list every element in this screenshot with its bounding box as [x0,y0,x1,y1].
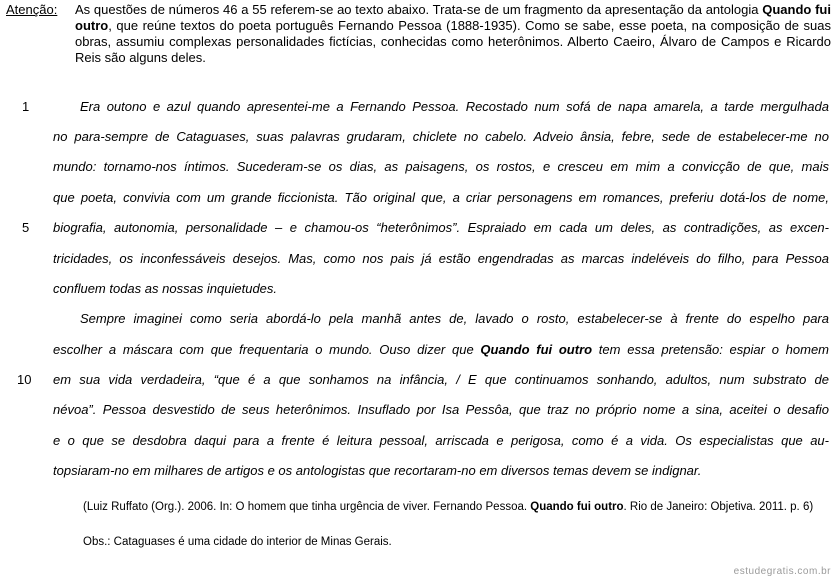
text-line-13: topsiaram-no em milhares de artigos e os antologistas que recortaram-no em diversos temas devem se indignar. [53,463,702,478]
attention-part-2: , que reúne textos do poeta português Fernando Pessoa (1888-1935). Como se sabe, esse poeta, na composição de suas obras, assumiu complexas personalidades fictícias, conhecidas como heterônimos. Alberto Caeiro, Álvaro de Campos e Ricardo Reis são alguns deles. [75,18,831,65]
reference-title: Quando fui outro [530,501,624,513]
line-number-10: 10 [17,372,32,387]
reference-citation [83,500,829,514]
reference-part-2: . Rio de Janeiro: Objetiva. 2011. p. 6) [623,501,814,513]
anthology-title: Quando fui outro [75,2,831,33]
line-number-1: 1 [22,99,30,114]
text-line-10: em sua vida verdadeira, “que é a que sonhamos na infância, / E que continuamos sonhando, adultos, num substrato de [53,372,829,387]
attention-label: Atenção: [6,2,58,17]
observation-note: Obs.: Cataguases é uma cidade do interior de Minas Gerais. [83,536,392,548]
line-number-5: 5 [22,220,30,235]
text-line-1: Era outono e azul quando apresentei-me a Fernando Pessoa. Recostado num sofá de napa amarela, a tarde mergulhada [80,99,829,114]
text-line-8: Sempre imaginei como seria abordá-lo pela manhã antes de, lavado o rosto, estabelecer-se à frente do espelho para [80,311,829,326]
reference-part-1: (Luiz Ruffato (Org.). 2006. In: O homem que tinha urgência de viver. Fernando Pessoa. [83,501,531,513]
book-title-inline: Quando fui outro [480,342,593,357]
text-line-6: tricidades, os inconfessáveis desejos. Mas, como nos pais já estão engendradas as marcas indeléveis do filho, para Pessoa [53,251,829,266]
text-line-9-part-1: escolher a máscara com que frequentaria o mundo. Ouso dizer que [53,342,481,357]
attention-part-1: As questões de números 46 a 55 referem-se ao texto abaixo. Trata-se de um fragmento da apresentação da antologia [75,2,763,17]
text-line-2: no para-sempre de Cataguases, suas palavras grudaram, chiclete no cabelo. Adveio ânsia, febre, sede de estabelecer-me no [53,129,829,144]
attention-text [75,2,831,66]
text-line-9-part-2: tem essa pretensão: espiar o homem [592,342,830,357]
text-line-9 [53,342,829,358]
text-line-12: e o que se desdobra daqui para a frente é leitura pessoal, arriscada e perigosa, como é a vida. Os especialistas que au- [53,433,829,448]
text-line-4: que poeta, convivia com um grande ficcionista. Tão original que, a criar personagens em romances, preferiu dotá-los de nome, [53,190,829,205]
text-line-3: mundo: tornamo-nos íntimos. Sucederam-se os dias, as paisagens, os rostos, e cresceu em mim a convicção de que, mais [53,159,829,174]
text-line-7: confluem todas as nossas inquietudes. [53,281,278,296]
text-line-5: biografia, autonomia, personalidade – e chamou-os “heterônimos”. Espraiado em cada um deles, as contradições, as excen- [53,220,829,235]
text-line-11: névoa”. Pessoa desvestido de seus heterônimos. Insuflado por Isa Pessôa, que traz no próprio nome a sina, aceitei o desafio [53,402,829,417]
watermark: estudegratis.com.br [733,566,831,577]
